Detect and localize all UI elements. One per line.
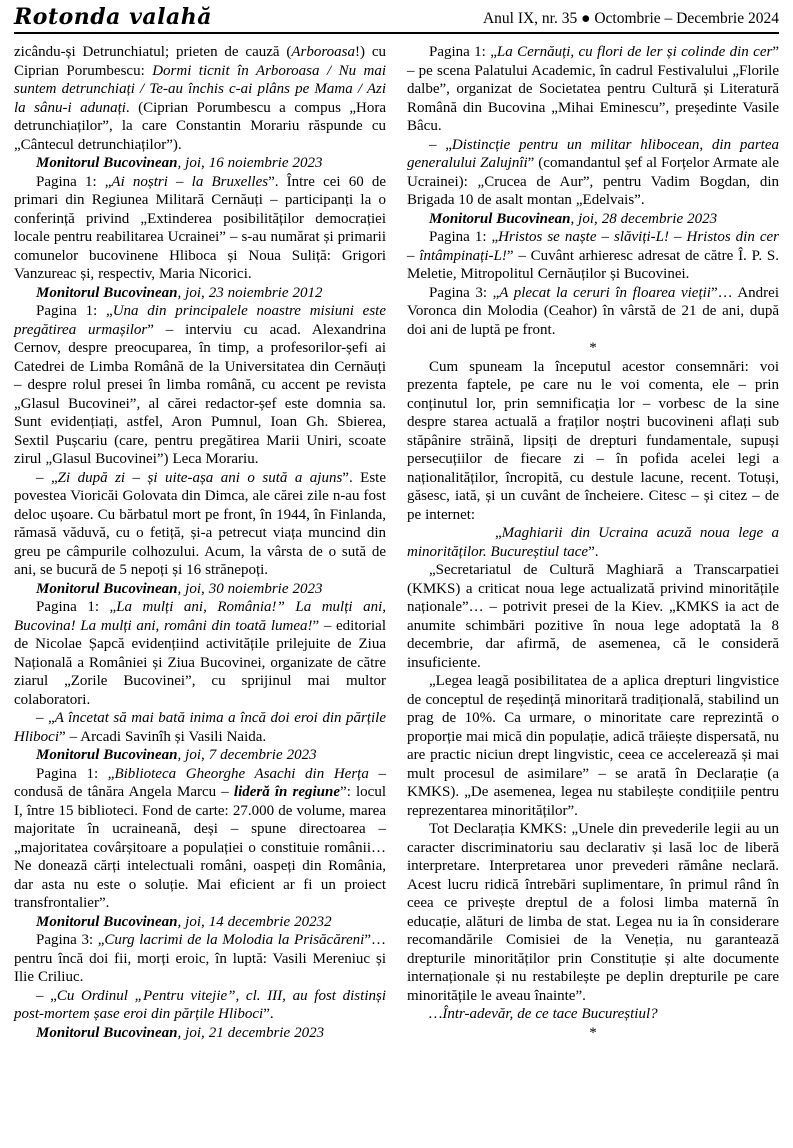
- paragraph: [14, 469, 386, 580]
- paragraph: [407, 524, 779, 561]
- paragraph: [14, 765, 386, 913]
- text-run: Arboroasa: [291, 44, 355, 60]
- text-run: Curg lacrimi de la Molodia la Prisăcăreni: [104, 932, 365, 948]
- text-run: *: [589, 340, 597, 356]
- text-run: – „: [36, 987, 57, 1004]
- paragraph: [407, 228, 779, 284]
- text-run: La Cernăuți, cu flori de ler și colinde din cer: [496, 44, 773, 60]
- text-run: !) cu Ciprian Porumbescu:: [14, 44, 386, 79]
- issue-info: Anul IX, nr. 35 ● Octombrie – Decembrie 2024: [482, 9, 779, 27]
- text-run: ” – interviu cu acad. Alexandrina Cernov, despre preocuparea, în timp, a profesorilor-șefi ai Catedrei de Limba Română de la Universitatea din Cernăuți – despre rolul presei în limba română, cu accent pe revista „Glasul Bucovinei”, al cărei redactor-șef este domnia sa. Sunt evidențiați, astfel, Aron Pumnul, Ioan Gh. Sbierea, Sextil Pușcariu (care, pentru pregătirea Marii Uniri, scoate zirul „Glasul Bucovinei”) Leca Morariu.: [14, 321, 386, 467]
- issue-heading: [14, 1024, 386, 1043]
- text-run: Hristos se naște – slăviți-L! – Hristos din cer – întâmpinați-L!: [407, 229, 779, 264]
- paragraph: [407, 1005, 779, 1024]
- article-body: [14, 43, 779, 1042]
- text-run: ” – Arcadi Savinîh și Vasili Naida.: [59, 728, 267, 745]
- text-run: A plecat la ceruri în floarea vieții: [499, 284, 711, 301]
- text-run: Monitorul Bucovinean: [36, 913, 178, 930]
- section-separator: [407, 339, 779, 358]
- text-run: – „: [36, 710, 55, 726]
- text-run: ”.: [263, 1006, 274, 1022]
- paragraph: [407, 136, 779, 210]
- paragraph: [407, 358, 779, 525]
- text-run: , joi, 30 noiembrie 2023: [177, 580, 323, 597]
- paragraph: [14, 173, 386, 284]
- text-run: Monitorul Bucovinean: [36, 1024, 178, 1041]
- text-run: „Secretariatul de Cultură Maghiară a Transcarpatiei (KMKS) a criticat noua lege actualizată privind minoritățile naționale”… – potrivit presei de la Kiev. „KMKS ia act de anumite schimbări pozitive în noua lege adoptată la 8 decembrie, dar afirmă, de asemenea, că le consideră insuficiente.: [407, 562, 779, 671]
- text-run: , joi, 23 noiembrie 2012: [177, 284, 323, 301]
- text-run: Pagina 1: „: [36, 765, 115, 782]
- text-run: Monitorul Bucovinean: [36, 284, 178, 301]
- text-run: . (Ciprian Porumbescu a compus „Hora detrunchiaților”, la care Constantin Morariu răspunde cu „Cântecul detrunchiaților”).: [14, 99, 387, 153]
- text-run: ”… Andrei Voronca din Molodia (Ceahor) în vârstă de 21 de ani, după doi ani de luptă pe front.: [407, 284, 779, 338]
- column-right: [407, 43, 779, 1042]
- text-run: ”. Este povestea Vioricăi Golovata din Dimca, ale cărei zile n-au fost deloc ușoare. Cu bărbatul mort pe front, în 1944, în Finlanda, rămasă văduvă, cu o fetiță, și-a petrecut viața muncind din greu pe câmpurile colhozului. Acum, la vârsta de o sută de ani, se bucură de 5 nepoți și 16 strănepoți.: [14, 469, 386, 578]
- page-header: [14, 6, 779, 34]
- text-run: ”… pentru încă doi fii, morți eroic, în luptă: Vasili Mereniuc și Ilie Criliuc.: [14, 932, 386, 985]
- paragraph: [14, 302, 386, 469]
- text-run: Pagina 1: „: [429, 44, 497, 60]
- text-run: ”.: [588, 543, 599, 560]
- text-run: Distincție pentru un militar hlibocean, din partea generalului Zalujnîi: [407, 136, 779, 171]
- paragraph: [407, 284, 779, 340]
- issue-heading: [14, 913, 386, 932]
- text-run: Zi după zi – și uite-așa ani o sută a ajuns: [57, 469, 343, 486]
- paragraph: [407, 43, 779, 136]
- text-run: ”. Între cei 60 de primari din Regiunea Militară Cernăuți – participanți la o conferință privind „Extinderea posibilităților democrației locale pentru reabilitarea Ucrainei” – s-au numărat și primarii comunelor bucovinene Hliboca și Noua Suliță: Grigori Vanzureac și, respectiv, Maria Nicorici.: [14, 173, 386, 282]
- text-run: lideră în regiune: [233, 784, 341, 800]
- issue-heading: [14, 154, 386, 173]
- section-separator: [407, 1024, 779, 1043]
- issue-heading: [407, 210, 779, 229]
- text-run: ” – editorial de Nicolae Șapcă evidențiind activitățile prilejuite de Ziua Națională a României și Ziua Bucovinei, organizate de către ziarul „Zorile Bucovinei”, cu sprijinul mai multor colaboratori.: [14, 617, 386, 708]
- text-run: Biblioteca Gheorghe Asachi din Herța: [114, 765, 369, 782]
- paragraph: [14, 987, 386, 1024]
- text-run: zicându-și Detrunchiatul; prieten de cauză (: [14, 44, 292, 60]
- text-run: , joi, 21 decembrie 2023: [177, 1024, 325, 1041]
- text-run: – condusă de tânăra Angela Marcu –: [14, 765, 386, 800]
- issue-heading: [14, 580, 386, 599]
- text-run: Maghiarii din Ucraina acuză noua lege a minorităților. Bucureștiul tace: [407, 525, 779, 560]
- issue-heading: [14, 284, 386, 303]
- paragraph: [14, 709, 386, 746]
- paragraph: [407, 561, 779, 672]
- masthead-title: Rotonda valahă: [14, 4, 212, 30]
- text-run: – „: [429, 136, 452, 153]
- text-run: Ai noștri – la Bruxelles: [111, 173, 269, 190]
- paragraph: [14, 598, 386, 709]
- text-run: Monitorul Bucovinean: [36, 155, 178, 171]
- paragraph: [14, 43, 386, 154]
- text-run: …Într-adevăr, de ce tace Bucureștiul?: [429, 1006, 658, 1022]
- text-run: „Legea leagă posibilitatea de a aplica drepturi lingvistice de conceptul de reședință minoritară tradițională, stabilind un prag de 10%. Ca urmare, o minoritate care reprezintă o proporție mai mică din populație, adică trăiește dispersată, nu are practic niciun drept lingvistic, ceea ce accelerează și mai mult procesul de asimilare” – se arată în Declarație (a KMKS). „De asemenea, legea nu stabilește condițiile pentru reprezentarea minorităților”.: [407, 673, 779, 819]
- text-run: ” – pe scena Palatului Academic, în cadrul Festivalului „Florile dalbe”, organizat de Societatea pentru Cultură și Literatură Română din Bucovina „Mihai Eminescu”, președinte Vasile Bâcu.: [407, 44, 779, 134]
- paragraph: [407, 820, 779, 1005]
- text-run: Pagina 3: „: [429, 284, 500, 301]
- text-run: Pagina 1: „: [36, 173, 112, 190]
- text-run: Una din principalele noastre misiuni este pregătirea urmașilor: [14, 303, 386, 338]
- text-run: Pagina 1: „: [429, 229, 499, 245]
- paragraph: [14, 931, 386, 987]
- issue-heading: [14, 746, 386, 765]
- column-left: [14, 43, 386, 1042]
- text-run: , joi, 7 decembrie 2023: [177, 747, 317, 763]
- text-run: „: [495, 525, 502, 541]
- text-run: Dormi ticnit în Arboroasa / Nu mai suntem detrunchiați / Te-au închis c-ai plâns pe Mama / Azi la sânu-i adunați: [14, 62, 387, 116]
- text-run: Tot Declarația KMKS: „Unele din prevederile legii au un caracter discriminatoriu sau declarativ și lasă loc de liberă interpretare. Interpretarea unor prevederi rămâne neclară. Acest lucru ridică întrebări suplimentare, în primul rând în ceea ce privește dreptul de a folosi limba maternă în educație, alături de limba de stat. Legea nu ia în considerare recomandările Comisiei de la Veneția, nu garantează drepturile minorităților prin Constituție și alte documente internaționale și nu restabilește pe deplin drepturile pe care minoritățile le aveau înainte”.: [407, 821, 779, 1004]
- text-run: Monitorul Bucovinean: [429, 210, 571, 227]
- text-run: ” (comandantul șef al Forțelor Armate ale Ucrainei): „Crucea de Aur”, pentru Vadim Bogdan, din Brigada 10 de asalt montan „Edelvais”.: [407, 155, 779, 208]
- text-run: – „: [36, 469, 58, 486]
- text-run: , joi, 28 decembrie 2023: [570, 210, 718, 227]
- text-run: A încetat să mai bată inima a încă doi eroi din părțile Hliboci: [14, 710, 386, 745]
- text-run: Cu Ordinul „Pentru vitejie”, cl. III, au fost distinși post-mortem șase eroi din părțile Hliboci: [14, 987, 386, 1022]
- text-run: Pagina 3: „: [36, 932, 105, 948]
- text-run: Pagina 1: „: [36, 303, 113, 319]
- text-run: , joi, 14 decembrie 20232: [177, 913, 332, 930]
- text-run: ”: locul I, între 15 biblioteci. Fond de carte: 27.000 de volume, marea majoritate în ucraineană, deși – spune directoarea – „majoritatea covârșitoare a populației o constituie românii… Ne donează cărți intelectuali români, oaspeți din România, dar asta nu este o soluție. Mai eficient ar fi un proiect transfrontalier”.: [14, 784, 386, 911]
- text-run: Monitorul Bucovinean: [36, 747, 178, 763]
- text-run: ” – Cuvânt arhieresc adresat de către Î. P. S. Meletie, Mitropolitul Cernăuților și Bucovinei.: [407, 247, 780, 282]
- text-run: Pagina 1: „: [36, 599, 117, 615]
- text-run: Cum spuneam la începutul acestor consemnări: voi prezenta faptele, pe care nu le voi comenta, ele – prin conținutul lor, prin semnificația lor – vorbesc de la sine despre starea actuală a fraților noștri bucovineni aflați sub stăpânire străină, lipsiți de drepturi fundamentale, supuși persecuțiilor de fiecare zi – în pofida acelei legi a naționalităților, încropită, cu destule lacune, recent. Totuși, găsesc, iată, și un cuvânt de încheiere. Citesc – și citez – de pe internet:: [407, 358, 779, 523]
- text-run: , joi, 16 noiembrie 2023: [177, 155, 323, 171]
- text-run: Monitorul Bucovinean: [36, 580, 178, 597]
- text-run: *: [589, 1024, 597, 1041]
- text-run: La mulți ani, România!” La mulți ani, Bucovina! La mulți ani, români din toată lumea!: [14, 599, 386, 634]
- paragraph: [407, 672, 779, 820]
